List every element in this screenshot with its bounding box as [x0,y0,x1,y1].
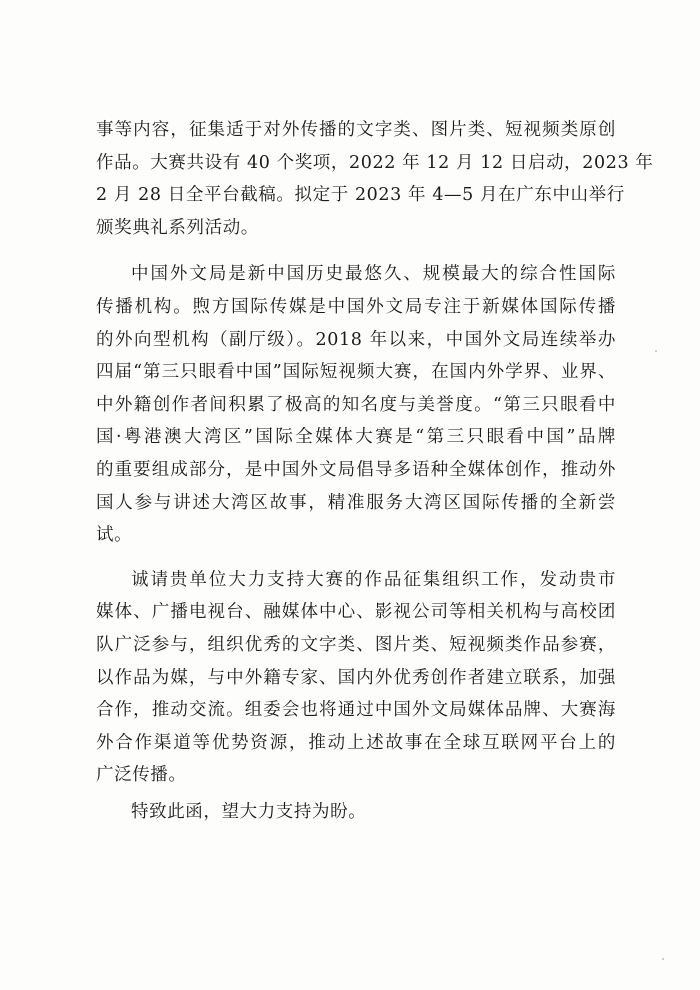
text-line: 传播机构。煦方国际传媒是中国外文局专注于新媒体国际传播 [96,296,616,317]
text-line: 2 月 28 日全平台截稿。拟定于 2023 年 4—5 月在广东中山举行 [96,185,625,206]
text-line: 的重要组成部分，是中国外文局倡导多语种全媒体创作，推动外 [96,459,616,480]
paragraph-request-support [96,564,616,792]
text-line: 国·粤港澳大湾区”国际全媒体大赛是“第三只眼看中国”品牌 [96,427,616,448]
paragraph-contest-details [96,114,654,244]
text-line: 颁奖典礼系列活动。 [96,217,259,238]
text-line: 合作，推动交流。组委会也将通过中国外文局媒体品牌、大赛海 [96,700,616,721]
text-line: 作品。大赛共设有 40 个奖项，2022 年 12 月 12 日启动，2023 年 [96,152,654,173]
text-line: 媒体、广播电视台、融媒体中心、影视公司等相关机构与高校团 [96,602,616,623]
scan-speck [662,958,664,960]
text-line: 事等内容，征集适于对外传播的文字类、图片类、短视频类原创 [96,120,616,140]
text-line: 广泛传播。 [96,765,187,786]
scan-speck [655,350,657,352]
text-line: 四届“第三只眼看中国”国际短视频大赛，在国内外学界、业界、 [96,362,616,383]
text-line: 的外向型机构（副厅级）。2018 年以来，中国外文局连续举办 [96,329,616,350]
text-line: 中外籍创作者间积累了极高的知名度与美誉度。“第三只眼看中 [96,394,616,415]
text-line: 以作品为媒，与中外籍专家、国内外优秀创作者建立联系，加强 [96,667,616,688]
paragraph-organizer-intro [96,258,616,551]
text-line: 特致此函，望大力支持为盼。 [131,801,367,822]
text-line: 队广泛参与，组织优秀的文字类、图片类、短视频类作品参赛， [96,634,616,655]
letter-body [96,114,654,828]
text-line: 试。 [96,525,133,546]
text-line: 国人参与讲述大湾区故事，精准服务大湾区国际传播的全新尝 [96,492,616,513]
text-line: 中国外文局是新中国历史最悠久、规模最大的综合性国际 [131,264,616,285]
text-line: 诚请贵单位大力支持大赛的作品征集组织工作，发动贵市 [131,569,616,590]
paragraph-closing [96,796,616,829]
text-line: 外合作渠道等优势资源，推动上述故事在全球互联网平台上的 [96,732,616,753]
